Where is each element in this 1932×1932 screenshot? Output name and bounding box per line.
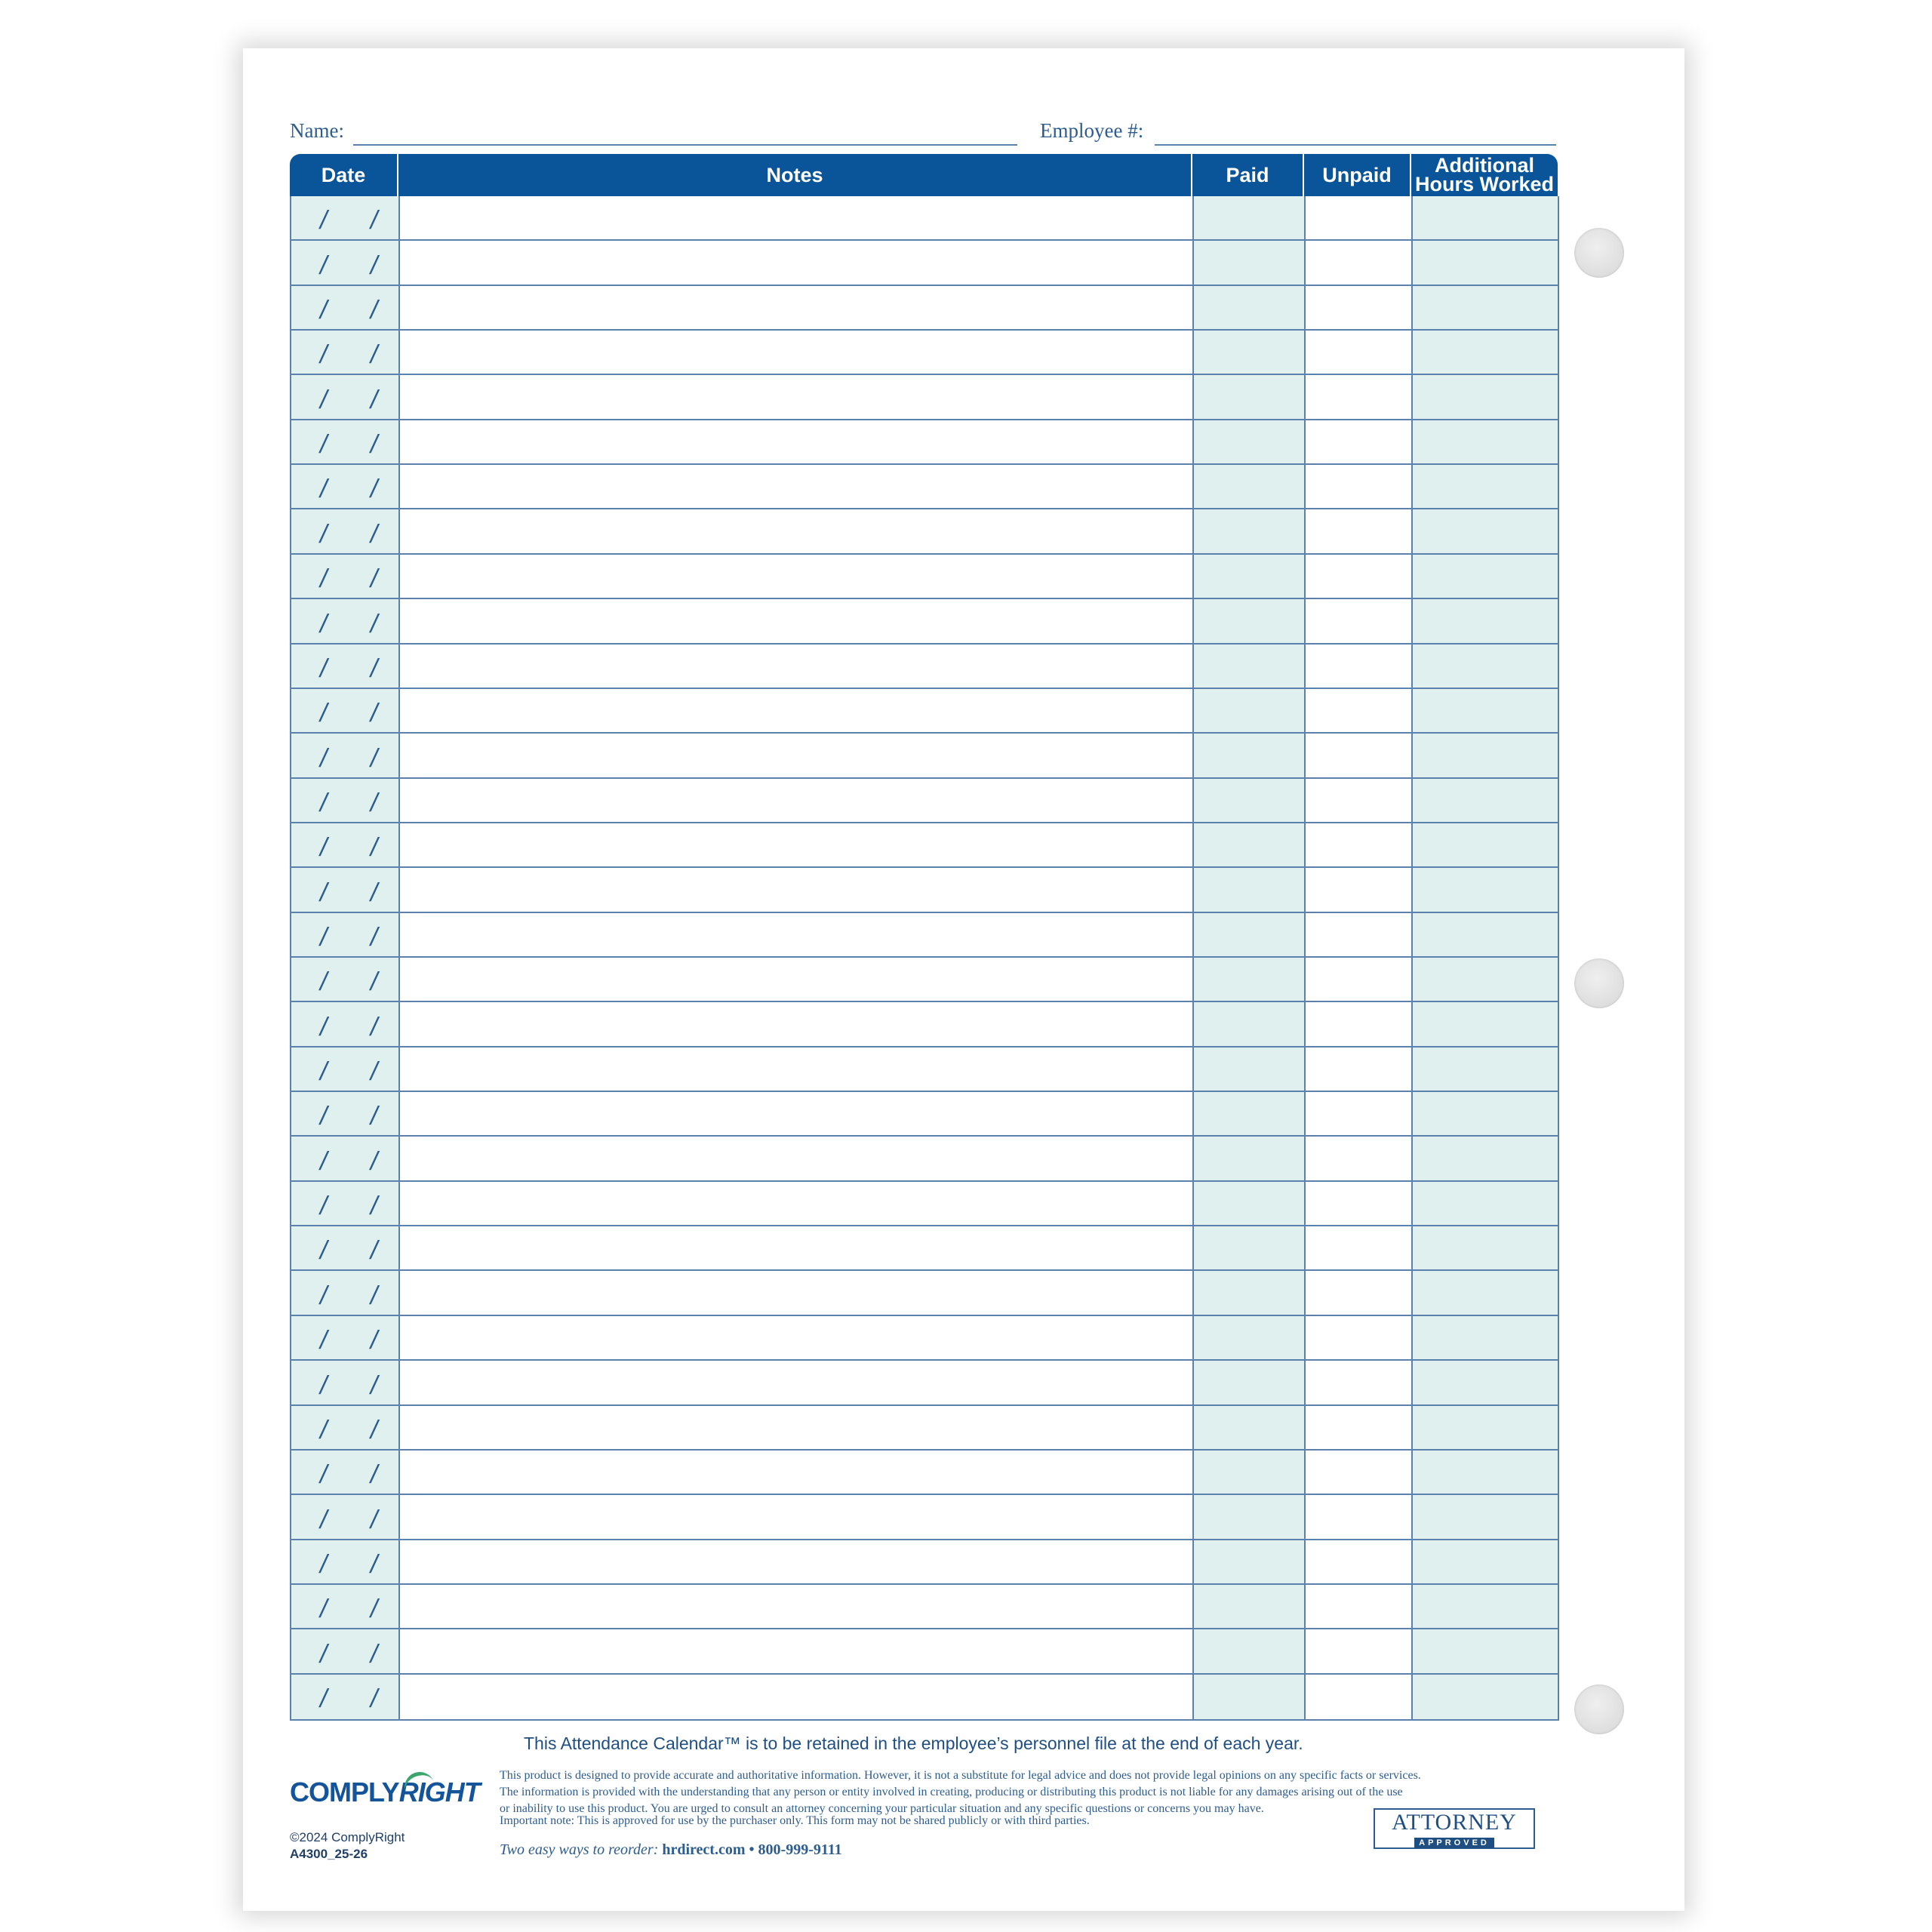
header-unpaid: Unpaid [1322,163,1392,186]
attendance-table [290,154,1558,1721]
table-row[interactable] [291,1675,1558,1718]
header-date: Date [321,163,366,186]
date-placeholder: / / [320,296,396,325]
date-placeholder: / / [320,922,396,952]
table-row[interactable] [291,779,1558,823]
form-code: A4300_25-26 [290,1847,368,1861]
table-row[interactable] [291,331,1558,375]
table-body [290,196,1559,1721]
date-placeholder: / / [320,1192,396,1221]
table-row[interactable] [291,509,1558,554]
date-placeholder: / / [320,878,396,907]
date-placeholder: / / [320,654,396,683]
date-placeholder: / / [320,385,396,414]
header-additional-hours [1411,154,1558,196]
date-placeholder: / / [320,968,396,997]
date-placeholder: / / [320,1012,396,1041]
binder-hole-bottom [1574,1684,1624,1734]
date-placeholder: / / [320,1505,396,1534]
table-row[interactable] [291,599,1558,644]
badge-attorney: ATTORNEY [1392,1810,1517,1835]
name-input-line[interactable] [353,144,1017,146]
header-additional-line1: Additional [1435,154,1534,177]
date-placeholder: / / [320,1415,396,1444]
logo-comply: COMPLY [290,1777,399,1807]
header-notes: Notes [766,163,823,186]
table-row[interactable] [291,734,1558,778]
date-placeholder: / / [320,833,396,863]
table-row[interactable] [291,241,1558,285]
reorder-separator: • [749,1841,755,1858]
date-placeholder: / / [320,475,396,504]
date-placeholder: / / [320,1102,396,1131]
date-placeholder: / / [320,1326,396,1355]
table-row[interactable] [291,1406,1558,1451]
date-placeholder: / / [320,206,396,235]
attorney-approved-badge [1374,1808,1535,1849]
date-placeholder: / / [320,1684,396,1713]
date-placeholder: / / [320,1146,396,1176]
date-placeholder: / / [320,788,396,817]
date-placeholder: / / [320,609,396,638]
date-placeholder: / / [320,519,396,549]
employee-number-label: Employee #: [1040,119,1144,142]
table-row[interactable] [291,555,1558,599]
table-row[interactable] [291,1316,1558,1361]
table-row[interactable] [291,868,1558,912]
binder-hole-top [1574,228,1624,278]
reorder-phone[interactable]: 800-999-9111 [758,1841,842,1858]
form-sheet [243,48,1684,1911]
date-placeholder: / / [320,565,396,594]
date-placeholder: / / [320,251,396,280]
table-row[interactable] [291,958,1558,1002]
legal-line-1: This product is designed to provide accurate and authoritative information. However, it is not a substitute for legal advice and does not provide legal opinions on any specific facts or services. [500,1769,1421,1782]
table-row[interactable] [291,689,1558,734]
date-placeholder: / / [320,743,396,773]
table-row[interactable] [291,1048,1558,1092]
table-row[interactable] [291,1092,1558,1137]
legal-line-2: The information is provided with the understanding that any person or entity involved in creating, producing or distributing this product is not liable for any damages arising out of the use [500,1786,1403,1798]
employee-number-field [1040,119,1561,149]
date-placeholder: / / [320,1460,396,1490]
table-row[interactable] [291,1226,1558,1271]
table-row[interactable] [291,420,1558,465]
legal-line-3: or inability to use this product. You are urged to consult an attorney concerning your particular situation and any specific questions or concerns you may have. [500,1802,1264,1815]
table-row[interactable] [291,1182,1558,1226]
table-row[interactable] [291,1495,1558,1540]
reorder-line [500,1841,842,1859]
table-row[interactable] [291,645,1558,689]
table-row[interactable] [291,1137,1558,1181]
table-row[interactable] [291,1361,1558,1405]
table-row[interactable] [291,1271,1558,1315]
complyright-logo [290,1777,480,1808]
date-placeholder: / / [320,1057,396,1087]
table-row[interactable] [291,1585,1558,1629]
table-row[interactable] [291,1629,1558,1674]
copyright: ©2024 ComplyRight [290,1830,405,1844]
header-additional-line2: Hours Worked [1414,173,1555,195]
name-label: Name: [290,119,344,142]
retention-note: This Attendance Calendar™ is to be retained in the employee’s personnel file at the end of each year. [524,1734,1303,1753]
name-field [290,119,1014,149]
table-row[interactable] [291,1540,1558,1585]
table-row[interactable] [291,1451,1558,1495]
table-header [290,154,1558,196]
date-placeholder: / / [320,1595,396,1624]
binder-hole-middle [1574,958,1624,1008]
table-row[interactable] [291,913,1558,958]
date-placeholder: / / [320,1639,396,1669]
date-placeholder: / / [320,340,396,370]
table-row[interactable] [291,823,1558,868]
date-placeholder: / / [320,1549,396,1579]
header-paid: Paid [1226,163,1269,186]
date-placeholder: / / [320,1281,396,1310]
badge-approved: APPROVED [1414,1838,1494,1848]
table-row[interactable] [291,196,1558,241]
reorder-lead: Two easy ways to reorder: [500,1841,659,1858]
table-row[interactable] [291,465,1558,509]
date-placeholder: / / [320,430,396,460]
date-placeholder: / / [320,699,396,728]
table-row[interactable] [291,375,1558,420]
copyright-block [290,1829,405,1863]
reorder-website[interactable]: hrdirect.com [662,1841,746,1858]
table-row[interactable] [291,1002,1558,1047]
important-note: Important note: This is approved for use by the purchaser only. This form may not be shared publicly or with third parties. [500,1814,1090,1827]
date-placeholder: / / [320,1371,396,1400]
employee-number-input-line[interactable] [1155,144,1556,146]
table-row[interactable] [291,286,1558,331]
logo-right: RIGHT [398,1777,480,1807]
date-placeholder: / / [320,1236,396,1266]
